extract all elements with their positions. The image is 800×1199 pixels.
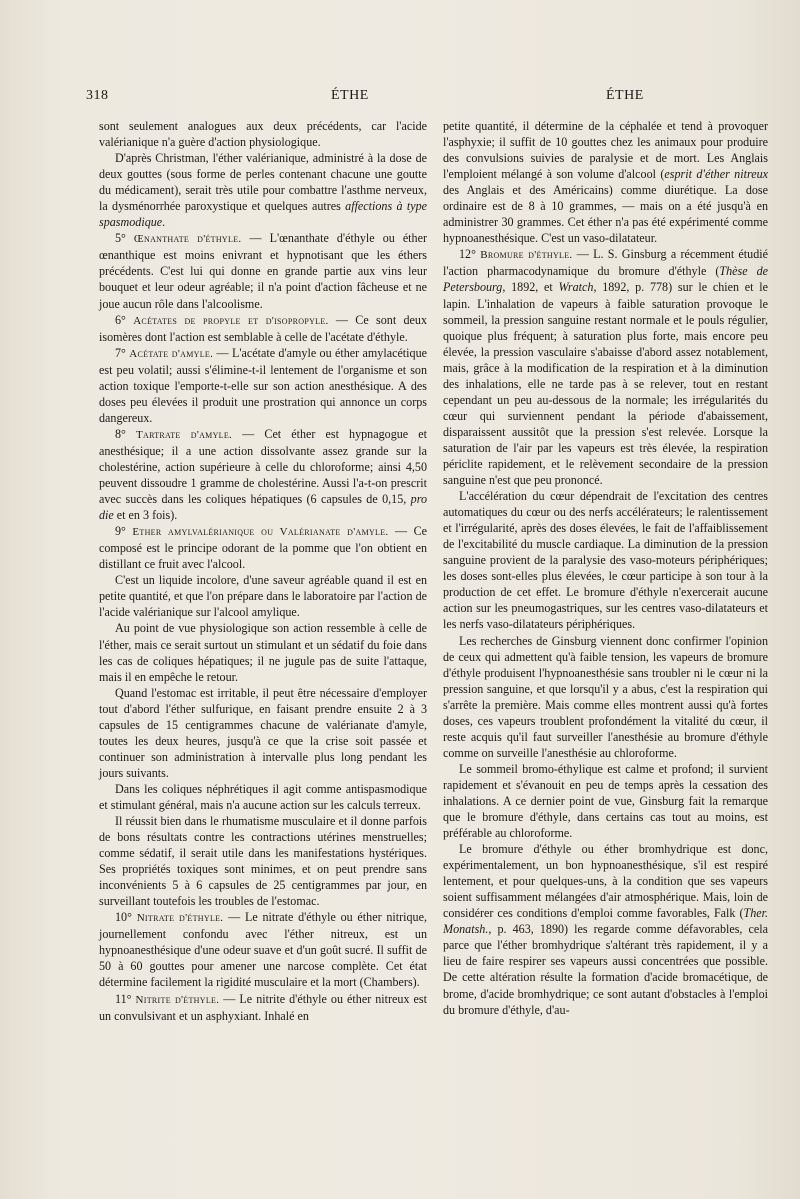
- paragraph-text: — Cet éther est hypnagogue et anesthésique; il a une action dissolvante assez grande sur la cholestérine, action supérieure à celle du chloroforme; ainsi 4,50 peuvent dissoudre 1 gramme de cholestérine. Aussi l'a-t-on prescrit avec succès dans les coliques hépatiques (6 capsules de 0,15,: [99, 426, 427, 507]
- paragraph-text: — L'acétate d'amyle ou éther amylacétique est peu volatil; aussi s'élimine-t-il lentement de l'organisme et son action toxique l'emporte-t-elle sur son action anesthésique. A des doses peu élevées il produit une prostration qui annonce un corps dangereux.: [99, 345, 427, 425]
- section-heading: Bromure d'éthyle.: [480, 249, 573, 262]
- section-number: 7°: [115, 345, 130, 360]
- section-heading: Nitrite d'éthyle.: [135, 993, 220, 1006]
- paragraph-text: Les recherches de Ginsburg viennent donc confirmer l'opinion de ceux qui admettent qu'à faible tension, les vapeurs de bromure d'éthyle produisent l'hypnoanesthésie sans troubler ni le cœur ni la pression sanguine, et que lorsqu'il y a abus, c'est la respiration qui s'arrête la première. Mais comme elles montrent aussi qu'à fortes doses, ces vapeurs troublent profondément la vitalité du cœur, il reste acquis qu'il faut surveiller l'anesthésie au bromure d'éthyle comme on surveille l'anesthésie au chloroforme.: [443, 633, 768, 760]
- paragraph-text: sont seulement analogues aux deux précédents, car l'acide valérianique n'a guère d'action physiologique.: [99, 119, 427, 150]
- section-number: 8°: [115, 426, 136, 441]
- section-paragraph: [99, 426, 427, 523]
- paragraph: [443, 118, 768, 246]
- italic-text: pro die: [99, 492, 427, 523]
- page-number: 318: [86, 88, 109, 103]
- italic-text: Ther. Monatsh.: [443, 906, 768, 937]
- section-heading: Nitrate d'éthyle.: [136, 912, 224, 925]
- running-head-left: ÉTHE: [331, 88, 369, 103]
- italic-text: affections à type spasmodique: [99, 199, 427, 230]
- running-head-right: ÉTHE: [606, 88, 644, 103]
- paragraph-text: D'après Christman, l'éther valérianique, administré à la dose de deux gouttes (sous forme de perles contenant chacune une goutte du médicament), serait très utile pour combattre l'asthme nerveux, la dysménorrhée paroxystique et quelques autres: [99, 151, 427, 214]
- paragraph-text: Le bromure d'éthyle ou éther bromhydrique est donc, expérimentalement, un bon hypnoanesthésique, s'il est respiré lentement, et pour quelques-uns, à la condition que ses vapeurs soient suffisamment mélangées d'air atmosphérique. Mais, loin de considérer ces conditions d'emploi comme favorables, Falk (: [443, 842, 768, 921]
- paragraph-text: , 1892, p. 778) sur le chien et le lapin. L'inhalation de vapeurs à faible saturation provoque le sommeil, la pression sanguine restant normale et le pouls régulier, quoique plus fréquent; à saturation plus forte, mais encore peu élevée, la pression vasculaire s'abaisse d'abord assez notablement, mais, grâce à la modification de la respiration et à la diminution des inhalations, elle ne tarde pas à se relever, tout en restant cependant un peu au-dessous de la normale; les irrégularités du cœur qui surviennent pendant la période d'abaissement, disparaissent aussitôt que la pression s'est relevée. Lorsque la saturation de l'air par les vapeurs est très élevée, la respiration périclite rapidement, et le relèvement secondaire de la pression sanguine n'est que peu prononcé.: [443, 280, 768, 488]
- paragraph: [443, 633, 768, 761]
- paragraph: [99, 813, 427, 909]
- italic-text: Wratch: [558, 280, 594, 295]
- paragraph: [99, 781, 427, 813]
- paragraph: [99, 150, 427, 230]
- section-number: 11°: [115, 991, 136, 1006]
- right-column: [443, 118, 768, 1018]
- paragraph: [99, 620, 427, 684]
- section-paragraph: [443, 246, 768, 488]
- paragraph-text: — Le nitrate d'éthyle ou éther nitrique, journellement confondu avec l'éther nitreux, est un hypnoanesthésique d'une odeur suave et d'un goût sucré. Il suffit de 50 à 60 gouttes pour amener une narcose complète. Cet état détermine facilement la rigidité musculaire et la mort (Chambers).: [99, 910, 427, 990]
- italic-text: esprit d'éther nitreux: [664, 167, 768, 182]
- paragraph-text: Quand l'estomac est irritable, il peut être nécessaire d'employer tout d'abord l'éther sulfurique, en faisant prendre ensuite 2 à 3 capsules de 15 centigrammes chacune de valérianate d'amyle, toutes les deux heures, jusqu'à ce que la crise soit passée et continuer son administration à intervalle plus long pendant les jours suivants.: [99, 685, 427, 780]
- section-heading: Œnanthate d'éthyle.: [133, 233, 242, 246]
- section-paragraph: [99, 523, 427, 572]
- section-number: 10°: [115, 910, 137, 925]
- section-heading: Tartrate d'amyle.: [135, 428, 233, 441]
- paragraph-text: petite quantité, il détermine de la céphalée et tend à provoquer l'asphyxie; il suffit de 10 gouttes chez les animaux pour produire des convulsions suivies de paralysie et de mort. Les Anglais l'emploient mélangé à son volume d'alcool (: [443, 119, 768, 182]
- paragraph-text: L'accélération du cœur dépendrait de l'excitation des centres automatiques du cœur ou des nerfs accélérateurs; le ralentissement et l'irrégularité, après des doses élevées, le fait de l'affaiblissement de l'excitabilité du muscle cardiaque. La diminution de la pression sanguine provient de la paralysie des vaso-moteurs périphériques; les doses sont-elles plus élevées, le cœur participe à son tour à la production de cet effet. Le bromure d'éthyle n'exercerait aucune action sur les pneumogastriques, sur les centres vaso-dilatateurs et les nerfs vaso-dilatateurs périphériques.: [443, 489, 768, 632]
- paragraph-text: Le sommeil bromo-éthylique est calme et profond; il survient rapidement et s'évanouit en peu de temps après la cessation des inhalations. A ce dernier point de vue, Ginsburg fait la remarque que le bromure d'éthyle, dans certains cas tout au moins, est préférable au chloroforme.: [443, 761, 768, 841]
- section-heading: Acétates de propyle et d'isopropyle.: [133, 314, 329, 327]
- italic-text: Thèse de Petersbourg: [443, 264, 768, 295]
- section-number: 5°: [115, 231, 134, 246]
- section-number: 12°: [459, 247, 481, 262]
- paragraph-text: C'est un liquide incolore, d'une saveur agréable quand il est en petite quantité, et que l'on prépare dans le laboratoire par l'action de l'acide valérianique sur l'alcool amylique.: [99, 573, 427, 620]
- paragraph: [443, 761, 768, 841]
- paragraph-text: , p. 463, 1890) les regarde comme défavorables, cela parce que l'éther bromhydrique s'altérant très rapidement, il y a lieu de faire respirer ses vapeurs aussi concentrées que possible. De cette altération résulte la formation d'acide bromacétique, de brome, d'acide bromhydrique; ce sont autant d'obstacles à l'emploi du bromure d'éthyle, d'au-: [443, 922, 768, 1017]
- paragraph: [99, 685, 427, 781]
- page-header: [86, 88, 768, 108]
- paragraph: [99, 118, 427, 150]
- section-heading: Ether amylvalérianique ou Valérianate d'amyle.: [132, 526, 389, 539]
- paragraph: [443, 841, 768, 1018]
- section-paragraph: [99, 909, 427, 990]
- paragraph-text: — Ce sont deux isomères dont l'action est semblable à celle de l'acétate d'éthyle.: [99, 312, 427, 344]
- section-paragraph: [99, 345, 427, 426]
- paragraph-text: — L'œnanthate d'éthyle ou éther œnanthique est moins enivrant et hypnotisant que les éthers précédents. C'est lui qui donne en grande partie aux vins leur bouquet et leur odeur agréable; il n'a point d'action fâcheuse et ne joue aucun rôle dans l'alcoolisme.: [99, 231, 427, 311]
- section-number: 6°: [115, 312, 134, 327]
- paragraph-text: , 1892, et: [502, 280, 559, 295]
- paragraph-text: Dans les coliques néphrétiques il agit comme antispasmodique et stimulant général, mais n'a aucune action sur les calculs terreux.: [99, 781, 427, 812]
- paragraph-text: Il réussit bien dans le rhumatisme musculaire et il donne parfois de bons résultats contre les contractions utérines menstruelles; comme sédatif, il serait utile dans les manifestations hystériques. Ses propriétés toxiques sont minimes, et on peut prendre sans inconvénients 5 à 6 capsules de 25 centigrammes par jour, en surveillant toutefois les troubles de l'estomac.: [99, 814, 427, 909]
- section-paragraph: [99, 312, 427, 345]
- left-column: [99, 118, 427, 1024]
- paragraph-text: — Ce composé est le principe odorant de la pomme que l'on obtient en distillant ce fruit avec l'alcool.: [99, 524, 428, 572]
- paragraph-text: — L. S. Ginsburg a récemment étudié l'action pharmacodynamique du bromure d'éthyle (: [443, 247, 768, 279]
- section-paragraph: [99, 991, 427, 1024]
- section-paragraph: [99, 230, 427, 311]
- paragraph-text: — Le nitrite d'éthyle ou éther nitreux est un convulsivant et un asphyxiant. Inhalé en: [99, 991, 427, 1023]
- paragraph-text: Au point de vue physiologique son action ressemble à celle de l'éther, mais ce serait surtout un stimulant et un sédatif du foie dans les cas de coliques hépatiques; il ne jugule pas de suite l'attaque, mais il en empêche le retour.: [99, 621, 427, 684]
- section-number: 9°: [115, 524, 133, 539]
- paragraph: [99, 572, 427, 620]
- paragraph-text: des Anglais et des Américains) comme diurétique. La dose ordinaire est de 8 à 10 grammes, — mais on a été jusqu'à en administrer 30 grammes. Cet éther n'a pas été expérimenté comme hypnoanesthésique. C'est un vaso-dilatateur.: [443, 183, 768, 246]
- section-heading: Acétate d'amyle.: [129, 347, 214, 360]
- paragraph: [443, 488, 768, 632]
- paragraph-text: et en 3 fois).: [113, 508, 178, 523]
- paragraph-text: .: [162, 215, 166, 230]
